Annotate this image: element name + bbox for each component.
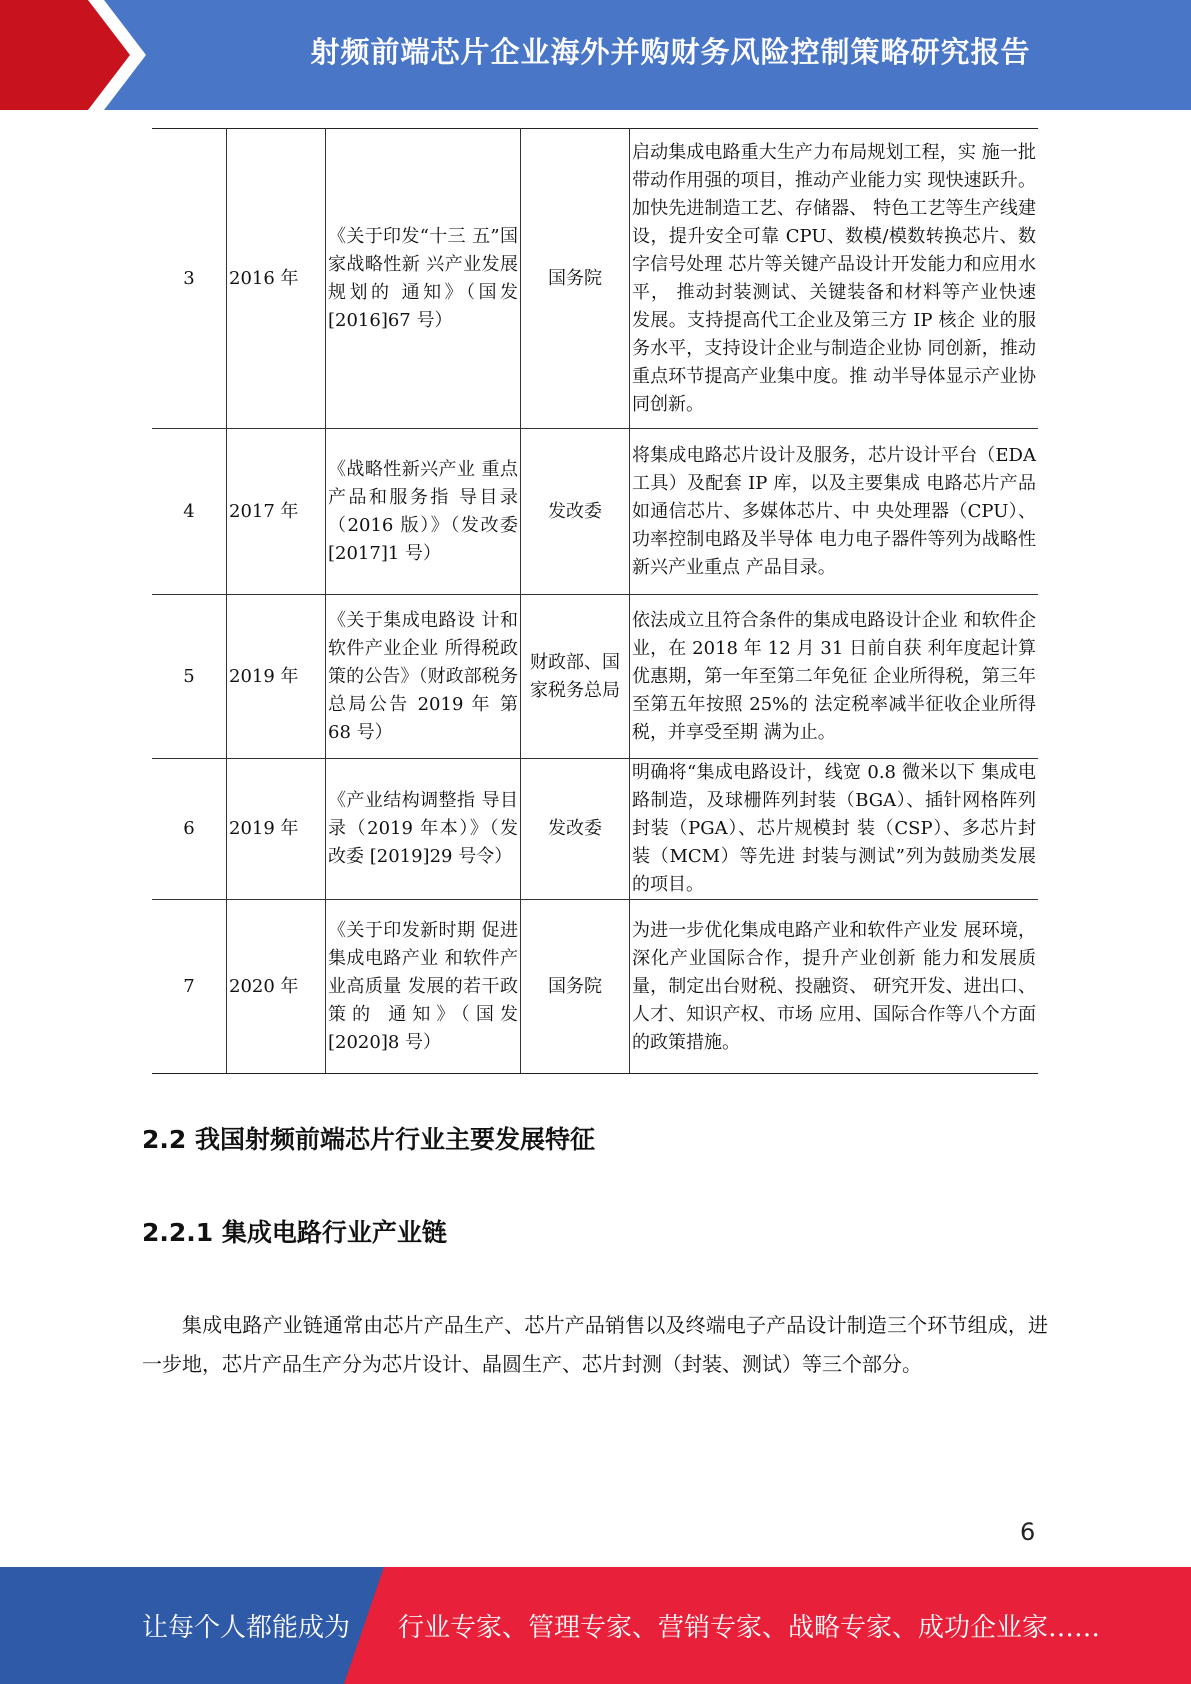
row-number: 5	[152, 595, 227, 759]
row-content: 明确将“集成电路设计，线宽 0.8 微米以下 集成电路制造，及球栅阵列封装（BGA）、插针网格阵列封装（PGA）、芯片规模封 装（CSP）、多芯片封装（MCM）等先进 封装与测试”列为鼓励类发展的项目。	[630, 759, 1039, 900]
table-row	[152, 759, 1038, 900]
row-issuer: 国务院	[521, 129, 630, 429]
row-issuer: 发改委	[521, 759, 630, 900]
page-footer	[0, 1567, 1191, 1684]
row-number: 7	[152, 900, 227, 1074]
footer-slogan-right: 行业专家、管理专家、营销专家、战略专家、成功企业家……	[398, 1613, 1101, 1643]
row-content: 为进一步优化集成电路产业和软件产业发 展环境，深化产业国际合作，提升产业创新 能力和发展质量，制定出台财税、投融资、 研究开发、进出口、人才、知识产权、市场 应用、国际合作等八个方面的政策措施。	[630, 900, 1039, 1074]
subsection-heading: 2.2.1 集成电路行业产业链	[142, 1218, 447, 1247]
row-issuer: 财政部、国家税务总局	[521, 595, 630, 759]
row-content: 将集成电路芯片设计及服务，芯片设计平台（EDA 工具）及配套 IP 库，以及主要集成 电路芯片产品如通信芯片、多媒体芯片、中 央处理器（CPU）、功率控制电路及半导体 电力电子器件等列为战略性新兴产业重点 产品目录。	[630, 429, 1039, 595]
header-title: 射频前端芯片企业海外并购财务风险控制策略研究报告	[310, 34, 1031, 69]
table-row	[152, 129, 1038, 429]
row-number: 3	[152, 129, 227, 429]
row-year: 2019 年	[227, 595, 326, 759]
row-content: 启动集成电路重大生产力布局规划工程，实 施一批带动作用强的项目，推动产业能力实 现快速跃升。加快先进制造工艺、存储器、 特色工艺等生产线建设，提升安全可靠 CPU、数模/模数转换芯片、数字信号处理 芯片等关键产品设计开发能力和应用水平， 推动封装测试、关键装备和材料等产业快速 发展。支持提高代工企业及第三方 IP 核企 业的服务水平，支持设计企业与制造企业协 同创新，推动重点环节提高产业集中度。推 动半导体显示产业协同创新。	[630, 129, 1039, 429]
row-year: 2020 年	[227, 900, 326, 1074]
row-year: 2016 年	[227, 129, 326, 429]
row-document: 《战略性新兴产业 重点产品和服务指 导目录（2016 版）》（发改委[2017]1 号）	[326, 429, 521, 595]
table-row	[152, 900, 1038, 1074]
row-issuer: 发改委	[521, 429, 630, 595]
table-row	[152, 429, 1038, 595]
body-paragraph: 集成电路产业链通常由芯片产品生产、芯片产品销售以及终端电子产品设计制造三个环节组成，进一步地，芯片产品生产分为芯片设计、晶圆生产、芯片封测（封装、测试）等三个部分。	[142, 1313, 1048, 1376]
policy-table	[152, 128, 1038, 1074]
page-number: 6	[1020, 1518, 1036, 1546]
row-year: 2017 年	[227, 429, 326, 595]
row-number: 6	[152, 759, 227, 900]
row-year: 2019 年	[227, 759, 326, 900]
row-number: 4	[152, 429, 227, 595]
table-row	[152, 595, 1038, 759]
footer-slogan-left: 让每个人都能成为	[142, 1613, 351, 1643]
row-document: 《关于印发“十三 五”国家战略性新 兴产业发展规划的 通知》（国发 [2016]67 号）	[326, 129, 521, 429]
row-issuer: 国务院	[521, 900, 630, 1074]
row-content: 依法成立且符合条件的集成电路设计企业 和软件企业，在 2018 年 12 月 31 日前自获 利年度起计算优惠期，第一年至第二年免征 企业所得税，第三年至第五年按照 25%的 法定税率减半征收企业所得税，并享受至期 满为止。	[630, 595, 1039, 759]
row-document: 《关于印发新时期 促进集成电路产业 和软件产业高质量 发展的若干政策的 通知》（国发[2020]8 号）	[326, 900, 521, 1074]
row-document: 《关于集成电路设 计和软件产业企业 所得税政策的公告》（财政部税务 总局公告 2019 年 第 68 号）	[326, 595, 521, 759]
row-document: 《产业结构调整指 导目录（2019 年本）》（发改委 [2019]29 号令）	[326, 759, 521, 900]
section-heading: 2.2 我国射频前端芯片行业主要发展特征	[142, 1125, 595, 1154]
page-header	[0, 0, 1191, 110]
header-red-chevron	[0, 0, 150, 110]
